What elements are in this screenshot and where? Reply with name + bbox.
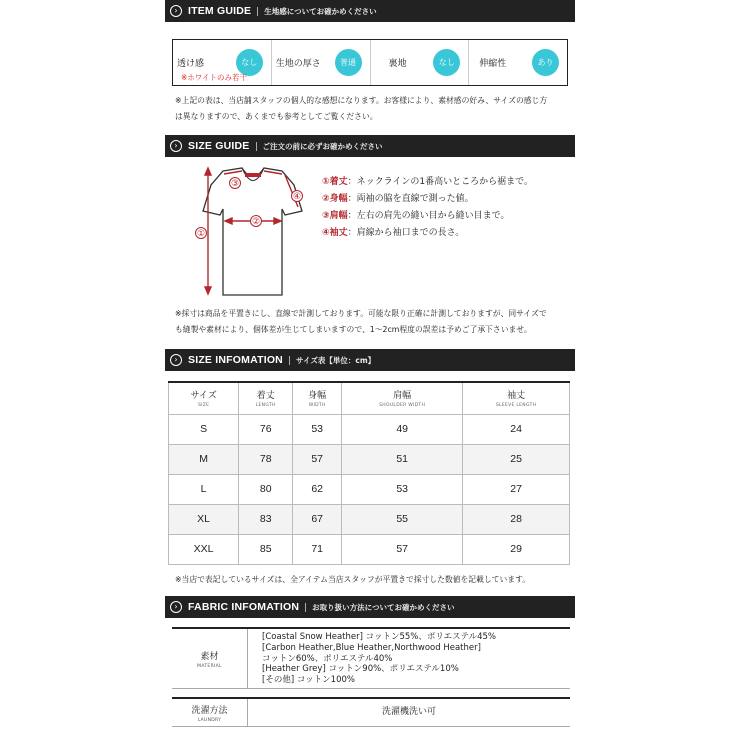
shoulder-cell: 49: [342, 414, 463, 444]
section-title: ITEM GUIDE: [188, 5, 252, 17]
cell-label: 伸縮性: [479, 59, 507, 69]
shoulder-cell: 55: [342, 504, 463, 534]
fabric-info-header: [165, 596, 575, 618]
divider: [256, 142, 257, 151]
table-row: [169, 504, 570, 534]
size-cell: XL: [169, 504, 239, 534]
section-title: SIZE GUIDE: [188, 140, 250, 152]
shoulder-cell: 57: [342, 534, 463, 564]
legend-item: ④袖丈：肩線から袖口までの長さ。: [322, 228, 465, 238]
width-cell: 62: [293, 474, 342, 504]
size-table: [168, 381, 570, 565]
size-cell: XXL: [169, 534, 239, 564]
divider: [305, 603, 306, 612]
length-cell: 80: [239, 474, 293, 504]
material-row: [172, 627, 570, 689]
cell-label: 生地の厚さ: [275, 59, 321, 69]
thickness-cell: [272, 40, 371, 85]
length-cell: 78: [239, 444, 293, 474]
col-header: 着丈 LENGTH: [239, 382, 293, 414]
section-title: FABRIC INFOMATION: [188, 601, 300, 613]
size-cell: M: [169, 444, 239, 474]
size-guide-header: [165, 135, 575, 157]
material-label: 素材 MATERIAL: [172, 629, 248, 688]
sleeve-marker: ④: [292, 192, 302, 202]
length-cell: 76: [239, 414, 293, 444]
sleeve-cell: 29: [463, 534, 570, 564]
legend-item: ①着丈：ネックラインの1番高いところから裾まで。: [322, 177, 533, 187]
white-note: ※ホワイトのみ若干: [181, 73, 248, 82]
legend-item: ②身幅：両袖の脇を直線で測った値。: [322, 194, 474, 204]
col-header: サイズ SIZE: [169, 382, 239, 414]
cell-label: 裏地: [388, 59, 407, 69]
section-subtitle: ご注文の前に必ずお確かめください: [262, 141, 383, 151]
footnote-line: は異なりますので、あくまでも参考としてご覧ください。: [175, 112, 378, 121]
rating-badge: なし: [236, 49, 263, 76]
width-marker: ②: [251, 217, 261, 227]
laundry-label: 洗濯方法 LAUNDRY: [172, 699, 248, 726]
sheerness-cell: [173, 40, 272, 85]
material-line: コットン60%、ポリエステル40%: [262, 653, 393, 664]
width-cell: 53: [293, 414, 342, 444]
material-line: [その他] コットン100%: [262, 675, 355, 686]
size-info-header: [165, 349, 575, 371]
rating-badge: 普通: [335, 49, 362, 76]
divider: [257, 7, 258, 16]
rating-badge: あり: [532, 49, 559, 76]
chevron-right-icon: ›: [170, 140, 182, 152]
laundry-value: 洗濯機洗い可: [381, 707, 436, 718]
footnote-line: ※上記の表は、当店舗スタッフの個人的な感想になります。お客様により、素材感の好み、サイズの感じ方: [175, 96, 548, 105]
width-cell: 57: [293, 444, 342, 474]
item-guide-footnote: [175, 93, 575, 125]
shoulder-cell: 53: [342, 474, 463, 504]
col-header: 袖丈 SLEEVE LENGTH: [463, 382, 570, 414]
table-row: [169, 474, 570, 504]
width-cell: 67: [293, 504, 342, 534]
chevron-right-icon: ›: [170, 601, 182, 613]
table-row: [169, 444, 570, 474]
brand-tag: [245, 173, 261, 177]
shoulder-cell: 51: [342, 444, 463, 474]
sleeve-cell: 25: [463, 444, 570, 474]
arrow-head: [205, 168, 211, 175]
section-subtitle: お取り扱い方法についてお確かめください: [312, 602, 455, 612]
table-row: [169, 414, 570, 444]
length-cell: 83: [239, 504, 293, 534]
shoulder-marker: ③: [230, 179, 240, 189]
stretch-cell: [469, 40, 567, 85]
cell-label: 透け感: [177, 59, 205, 69]
col-header: 肩幅 SHOULDER WIDTH: [342, 382, 463, 414]
material-line: [Heather Grey] コットン90%、ポリエステル10%: [262, 664, 459, 675]
sleeve-cell: 24: [463, 414, 570, 444]
size-info-footnote: ※当店で表記しているサイズは、全アイテム当店スタッフが平置きで採寸した数値を記載しています。: [175, 575, 531, 584]
width-cell: 71: [293, 534, 342, 564]
arrow-head: [205, 287, 211, 294]
legend-item: ③肩幅：左右の肩先の縫い目から縫い目まで。: [322, 211, 510, 221]
tshirt-outline: [203, 168, 302, 295]
section-subtitle: サイズ表【単位：cm】: [295, 355, 376, 365]
laundry-row: [172, 697, 570, 727]
chevron-right-icon: ›: [170, 354, 182, 366]
lining-cell: [371, 40, 470, 85]
divider: [289, 356, 290, 365]
size-guide-footnote: [175, 306, 575, 338]
sleeve-cell: 27: [463, 474, 570, 504]
col-header: 身幅 WIDTH: [293, 382, 342, 414]
table-row: [169, 534, 570, 564]
measurement-legend: [322, 174, 533, 242]
section-subtitle: 生地感についてお確かめください: [264, 6, 377, 16]
length-marker: ①: [196, 229, 206, 239]
section-title: SIZE INFOMATION: [188, 354, 283, 366]
footnote-line: も縫製や素材により、個体差が生じてしまいますので、1〜2cm程度の誤差は予めご了承下さいませ。: [175, 325, 532, 334]
material-line: [Coastal Snow Heather] コットン55%、ポリエステル45%: [262, 632, 496, 642]
footnote-line: ※採寸は商品を平置きにし、直線で計測しております。可能な限り正確に計測しておりますが、同サイズで: [175, 309, 547, 318]
item-guide-header: [165, 0, 575, 22]
material-value: [248, 629, 570, 688]
tshirt-diagram: [190, 163, 315, 298]
sleeve-cell: 28: [463, 504, 570, 534]
chevron-right-icon: ›: [170, 5, 182, 17]
material-line: [Carbon Heather,Blue Heather,Northwood Heather]: [262, 642, 481, 653]
table-header-row: [169, 382, 570, 414]
size-cell: S: [169, 414, 239, 444]
rating-badge: なし: [433, 49, 460, 76]
length-cell: 85: [239, 534, 293, 564]
size-cell: L: [169, 474, 239, 504]
item-guide-table: [172, 39, 568, 86]
